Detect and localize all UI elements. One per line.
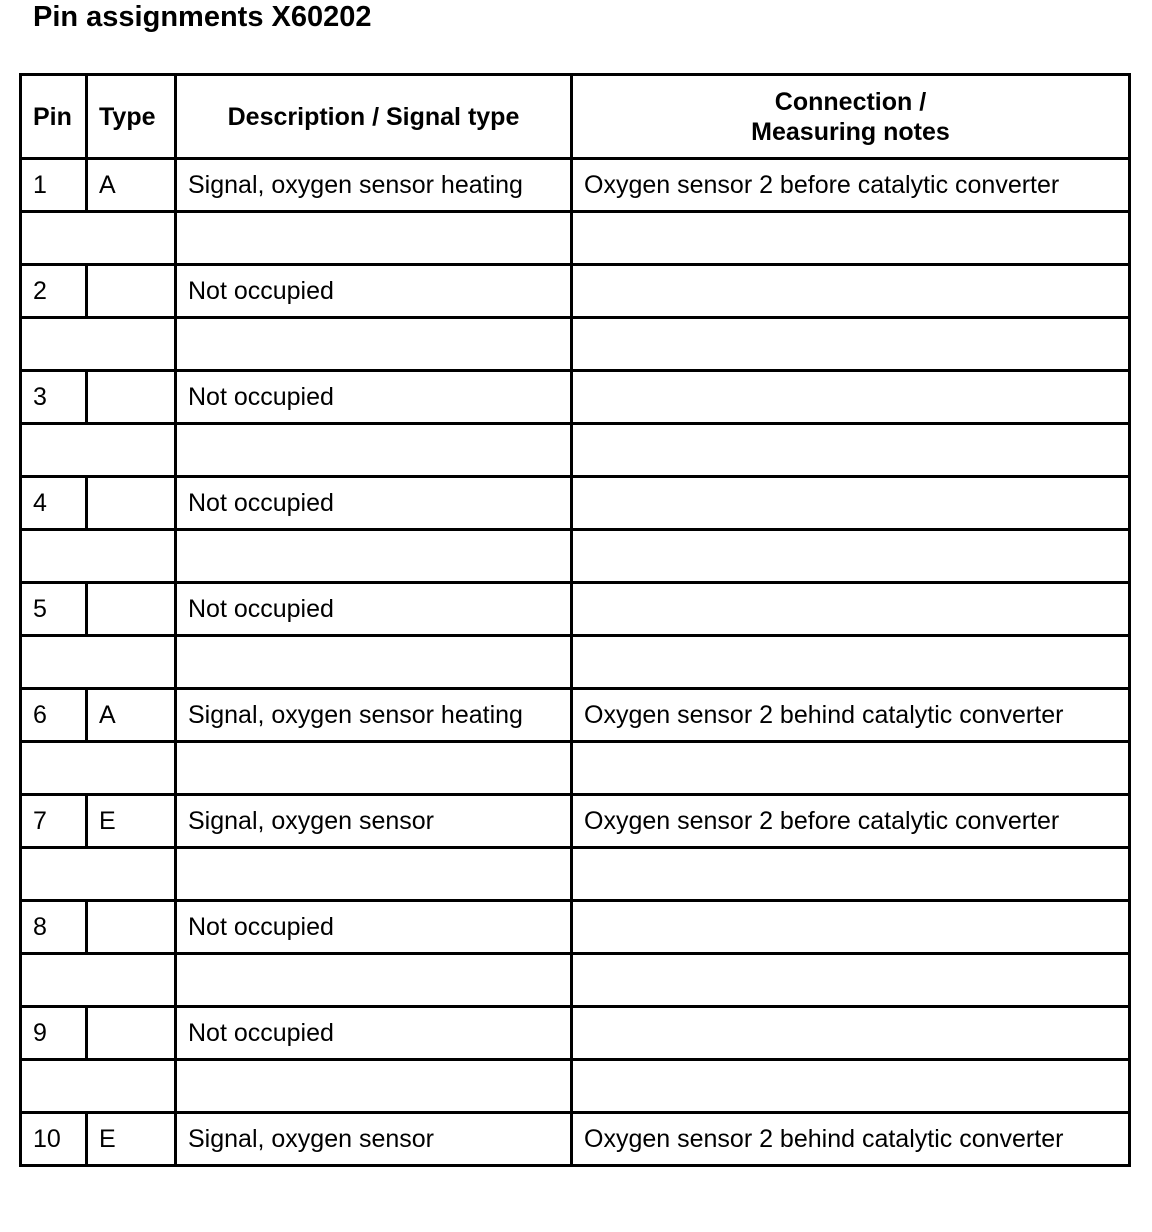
table-row (21, 477, 1130, 530)
type-cell (87, 265, 176, 318)
header-connection (572, 75, 1130, 159)
spacer-cell (176, 318, 572, 371)
description-cell: Not occupied (176, 265, 572, 318)
table-row (21, 159, 1130, 212)
table-row (21, 1113, 1130, 1166)
connection-cell: Oxygen sensor 2 behind catalytic converter (572, 1113, 1130, 1166)
pin-cell: 4 (21, 477, 87, 530)
connection-cell (572, 1007, 1130, 1060)
table-spacer-row (21, 424, 1130, 477)
pin-cell: 1 (21, 159, 87, 212)
table-spacer-row (21, 212, 1130, 265)
type-cell (87, 371, 176, 424)
description-cell: Signal, oxygen sensor (176, 795, 572, 848)
spacer-cell (176, 742, 572, 795)
table-row (21, 583, 1130, 636)
spacer-cell (21, 318, 176, 371)
spacer-cell (21, 954, 176, 1007)
pin-cell: 2 (21, 265, 87, 318)
spacer-cell (572, 954, 1130, 1007)
table-row (21, 265, 1130, 318)
table-row (21, 795, 1130, 848)
header-description: Description / Signal type (176, 75, 572, 159)
pin-assignment-table (19, 73, 1131, 1167)
connection-cell (572, 583, 1130, 636)
page-title: Pin assignments X60202 (33, 1, 372, 33)
spacer-cell (176, 424, 572, 477)
spacer-cell (572, 848, 1130, 901)
spacer-cell (21, 530, 176, 583)
description-cell: Signal, oxygen sensor heating (176, 689, 572, 742)
spacer-cell (21, 742, 176, 795)
spacer-cell (572, 530, 1130, 583)
spacer-cell (572, 742, 1130, 795)
description-cell: Signal, oxygen sensor (176, 1113, 572, 1166)
table-body (21, 159, 1130, 1166)
spacer-cell (176, 636, 572, 689)
header-connection-line1: Connection / (774, 87, 927, 116)
spacer-cell (176, 212, 572, 265)
spacer-cell (176, 530, 572, 583)
spacer-cell (572, 424, 1130, 477)
connection-cell (572, 371, 1130, 424)
spacer-cell (572, 318, 1130, 371)
type-cell (87, 1007, 176, 1060)
spacer-cell (21, 424, 176, 477)
description-cell: Not occupied (176, 901, 572, 954)
spacer-cell (176, 848, 572, 901)
spacer-cell (21, 212, 176, 265)
table-row (21, 689, 1130, 742)
connection-cell (572, 265, 1130, 318)
spacer-cell (21, 1060, 176, 1113)
pin-cell: 3 (21, 371, 87, 424)
table-spacer-row (21, 954, 1130, 1007)
connection-cell (572, 477, 1130, 530)
description-cell: Not occupied (176, 371, 572, 424)
description-cell: Not occupied (176, 583, 572, 636)
spacer-cell (21, 636, 176, 689)
table-header-row (21, 75, 1130, 159)
connection-cell (572, 901, 1130, 954)
spacer-cell (572, 1060, 1130, 1113)
spacer-cell (572, 636, 1130, 689)
pin-cell: 5 (21, 583, 87, 636)
description-cell: Not occupied (176, 1007, 572, 1060)
table-spacer-row (21, 318, 1130, 371)
spacer-cell (176, 954, 572, 1007)
description-cell: Signal, oxygen sensor heating (176, 159, 572, 212)
description-cell: Not occupied (176, 477, 572, 530)
table-spacer-row (21, 848, 1130, 901)
pin-cell: 9 (21, 1007, 87, 1060)
connection-cell: Oxygen sensor 2 before catalytic converter (572, 159, 1130, 212)
pin-cell: 8 (21, 901, 87, 954)
connection-cell: Oxygen sensor 2 before catalytic converter (572, 795, 1130, 848)
table-row (21, 901, 1130, 954)
table-row (21, 371, 1130, 424)
table-row (21, 1007, 1130, 1060)
type-cell (87, 901, 176, 954)
type-cell: A (87, 159, 176, 212)
type-cell (87, 583, 176, 636)
pin-cell: 10 (21, 1113, 87, 1166)
pin-cell: 6 (21, 689, 87, 742)
table-spacer-row (21, 530, 1130, 583)
table-spacer-row (21, 636, 1130, 689)
type-cell: A (87, 689, 176, 742)
header-pin: Pin (21, 75, 87, 159)
spacer-cell (176, 1060, 572, 1113)
table-spacer-row (21, 742, 1130, 795)
header-type: Type (87, 75, 176, 159)
type-cell: E (87, 795, 176, 848)
spacer-cell (21, 848, 176, 901)
type-cell: E (87, 1113, 176, 1166)
table-spacer-row (21, 1060, 1130, 1113)
pin-cell: 7 (21, 795, 87, 848)
header-connection-line2: Measuring notes (751, 117, 950, 146)
connection-cell: Oxygen sensor 2 behind catalytic converter (572, 689, 1130, 742)
type-cell (87, 477, 176, 530)
spacer-cell (572, 212, 1130, 265)
